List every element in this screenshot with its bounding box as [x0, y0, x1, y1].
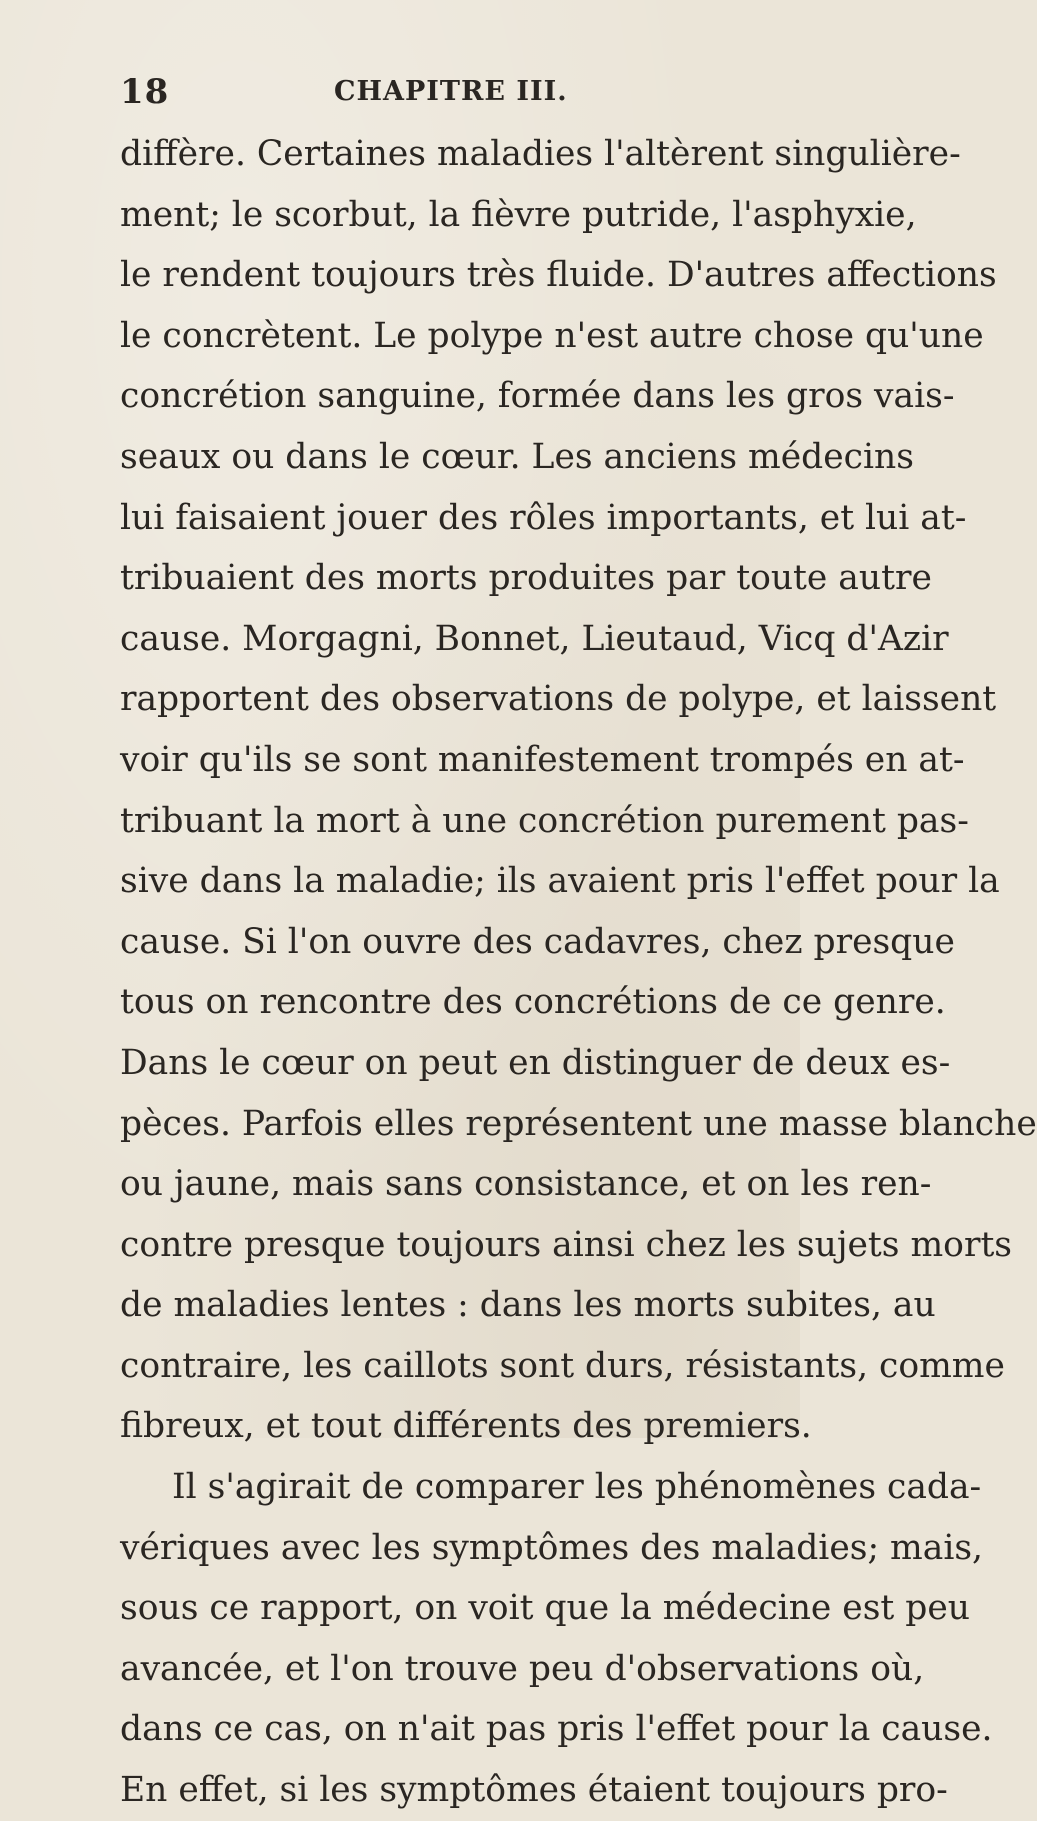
text-line: diffère. Certaines maladies l'altèrent singulière- [120, 134, 961, 174]
text-line: seaux ou dans le cœur. Les anciens médecins [120, 436, 914, 477]
page-number: 18 [120, 72, 170, 112]
text-line: tribuaient des morts produites par toute autre [120, 558, 932, 599]
text-line: En effet, si les symptômes étaient toujours pro- [120, 1770, 948, 1811]
text-line: ou jaune, mais sans consistance, et on les ren- [120, 1164, 932, 1205]
text-line: le concrètent. Le polype n'est autre chose qu'une [120, 315, 984, 356]
body-text [120, 124, 1037, 1821]
text-line: fibreux, et tout différents des premiers. [120, 1406, 812, 1447]
text-line: Dans le cœur on peut en distinguer de deux es- [120, 1042, 951, 1083]
text-line: tribuant la mort à une concrétion purement pas- [120, 800, 969, 841]
text-line: contre presque toujours ainsi chez les sujets morts [120, 1224, 1013, 1265]
text-line: rapportent des observations de polype, et laissent [120, 679, 997, 720]
text-line: avancée, et l'on trouve peu d'observations où, [120, 1648, 925, 1689]
text-line: sive dans la maladie; ils avaient pris l'effet pour la [120, 861, 1000, 902]
text-line: de maladies lentes : dans les morts subites, au [120, 1285, 936, 1326]
text-line: lui faisaient jouer des rôles importants, et lui at- [120, 497, 967, 538]
text-line: dans ce cas, on n'ait pas pris l'effet pour la cause. [120, 1709, 993, 1750]
text-line: concrétion sanguine, formée dans les gros vais- [120, 376, 955, 417]
text-line: cause. Morgagni, Bonnet, Lieutaud, Vicq d'Azir [120, 618, 949, 659]
text-line: contraire, les caillots sont durs, résistants, comme [120, 1345, 1005, 1386]
text-line: le rendent toujours très fluide. D'autres affections [120, 255, 997, 296]
text-line: sous ce rapport, on voit que la médecine est peu [120, 1588, 970, 1629]
text-line: Il s'agirait de comparer les phénomènes cada- [172, 1467, 982, 1508]
page-header [120, 70, 760, 120]
text-line: vériques avec les symptômes des maladies; mais, [120, 1527, 984, 1568]
text-line: pèces. Parfois elles représentent une masse blanche [120, 1103, 1037, 1144]
text-line: ment; le scorbut, la fièvre putride, l'asphyxie, [120, 194, 917, 235]
running-head: CHAPITRE III. [334, 76, 568, 107]
text-line: cause. Si l'on ouvre des cadavres, chez presque [120, 921, 955, 962]
text-line: voir qu'ils se sont manifestement trompés en at- [120, 739, 965, 780]
text-line: tous on rencontre des concrétions de ce genre. [120, 982, 946, 1023]
